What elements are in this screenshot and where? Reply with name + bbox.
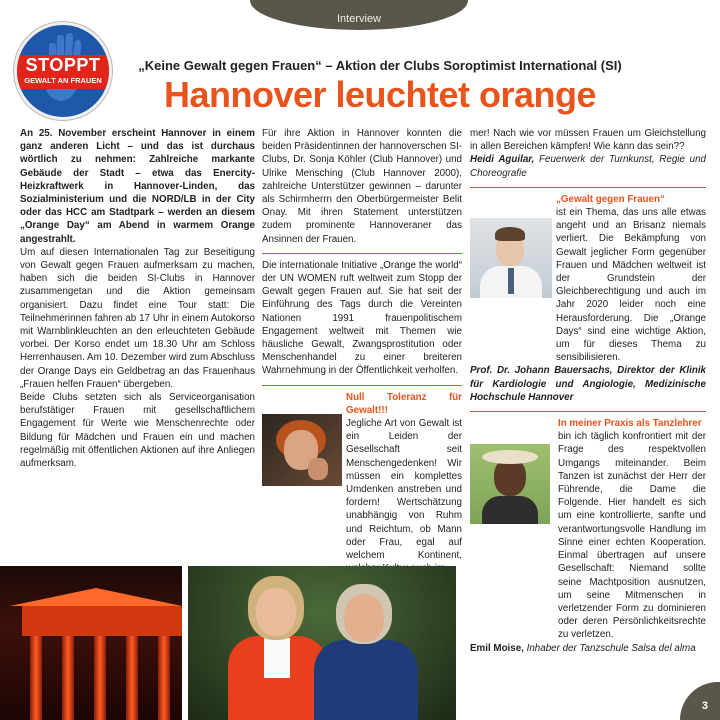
lead-paragraph: An 25. November erscheint Hannover in einem ganz anderen Licht – und das ist durchaus wörtlich zu nehmen: Zahlreiche markante Gebäude der Stadt – etwa das Enercity-Heizkraftwerk in Hannover-Linden, das Sozialministerium und die NORD/LB in der City oder das HCC am Stadtpark – werden an diesem „Orange Day“ am Abend in warmem Orange angestrahlt. [20,128,255,245]
column-1 [20,127,255,470]
portrait-emil-moise [470,444,550,524]
body-paragraph: Um auf diesen Internationalen Tag zur Beseitigung von Gewalt gegen Frauen aufmerksam zu machen, haben sich die beiden SI-Clubs in Hannover zusammengetan und die Aktion gemeinsam organisiert. Dazu findet eine Tour statt: Die Teilnehmerinnen fahren ab 17 Uhr in einem Autokorso mit Warnblinkleuchten an den erleuchteten Gebäude vorbei. Der Korso endet um 18.30 Uhr am Schloss Herrenhausen. Am 10. Dezember wird zum Abschluss der Orange Days ein Geldbetrag an das Frauenhaus „Frauen helfen Frauen“ übergeben. [20,246,255,390]
quote-text: mer! Nach wie vor müssen Frauen um Gleichstellung in allen Bereichen kämpfen! Wie kann das sein?? [470,128,706,153]
body-paragraph: Für ihre Aktion in Hannover konnten die beiden Präsidentinnen der hannoverschen SI-Clubs, Dr. Sonja Köhler (Club Hannover) und Ulrike Mensching (Club Hannover 2000), zahlreiche Unterstützer gewinnen – darunter als Schirmherrn den Oberbürgermeister Belit Onay. Mit ihren Statement unterstützen zudem prominente Hannoveraner das Ansinnen der Frauen. [262,128,462,245]
section-tab [250,0,468,30]
column-2 [262,127,462,576]
body-paragraph: Die internationale Initiative „Orange the world“ der UN WOMEN ruft weltweit zum Stopp der Gewalt gegen Frauen auf. Sie hat seit der Einführung des Tags durch die Vereinten Nationen 1991 frauenpolitischem Engagement weltweit mit Themen wie häusliche Gewalt, Zwangsprostitution oder Menschenhandel zu einer breiteren Wahrnehmung in der Öffentlichkeit verholfen. [262,259,462,377]
body-paragraph: Beide Clubs setzten sich als Serviceorganisation berufstätiger Frauen mit gesellschaftlichem Engagement für Werte wie Menschenrechte oder Bildung für Mädchen und Frauen ein und machen regelmäßig mit öffentlichen Aktionen auf ihre Anliegen aufmerksam. [20,392,255,470]
divider [470,187,706,188]
quote-text: ist ein Thema, das uns alle etwas angeht und an Brisanz niemals verliert. Die Bekämpfung von Gewalt jeglicher Form gegenüber Frauen und Mädchen weltweit ist der Grundstein der Gleichberechtigung und auch im Jahr 2020 leider noch eine Herausforderung. Die „Orange Days“ sind eine wichtige Aktion, um für dieses Thema zu sensibilisieren. [556,207,706,364]
photo-orange-building [0,566,182,720]
badge-title: STOPPT [25,55,101,75]
quote-heading: Null Toleranz für Gewalt!!! [346,391,462,416]
column-3 [470,127,706,655]
divider [470,411,706,412]
stop-violence-badge [14,22,112,120]
photo-club-presidents [188,566,456,720]
signature-role: Feuerwerk der Turnkunst, Regie und Choreografie [470,154,706,179]
page-number-tab [680,682,720,720]
portrait-heidi-aguilar [262,414,342,486]
signature-role: Direktor der Klinik für Kardiologie und Angiologie, Medizinische Hochschule Hannover [470,365,706,403]
article-subtitle: „Keine Gewalt gegen Frauen“ – Aktion der Clubs Soroptimist International (SI) [138,58,622,73]
portrait-johann-bauersachs [470,218,552,298]
divider [262,253,462,254]
signature-role: Inhaber der Tanzschule Salsa del alma [526,642,696,654]
quote-text: bin ich täglich konfrontiert mit der Frage des respektvollen Umgangs miteinander. Beim Tanzen ist zunächst der Herr der Führende, die Dame die Folgende. Hier handelt es sich um eine kontrollierte, sanfte und verantwortungsvolle Handlung im Sinne einer echten Kooperation. Einmal übertragen auf unsere Gesellschaft: Niemand sollte seine Machtposition ausnutzen, um seine Mitmenschen in verletzender Form zu dominieren oder deren Persönlichkeitsrechte zu verletzen. [558,431,706,641]
section-label: Interview [336,13,382,25]
article-title: Hannover leuchtet orange [163,74,597,115]
quote-heading: „Gewalt gegen Frauen“ [556,193,665,205]
quote-text: Jegliche Art von Gewalt ist ein Leiden der Gesellschaft seit Menschengedenken! Wir müssen ein komplettes Umdenken anstreben und fordern! Wertschätzung unabhängig von Ruhm und Reichtum, ob Mann oder Frau, egal auf welchem Kontinent, [346,418,462,562]
page-number: 3 [701,700,708,712]
signature-name: Emil Moise, [470,642,524,654]
signature-name: Prof. Dr. Johann Bauersachs, [470,365,613,377]
signature-name: Heidi Aguilar, [470,154,535,166]
quote-heading: In meiner Praxis als Tanzlehrer [558,418,702,430]
badge-subtitle: GEWALT AN FRAUEN [24,76,102,85]
divider [262,385,462,386]
